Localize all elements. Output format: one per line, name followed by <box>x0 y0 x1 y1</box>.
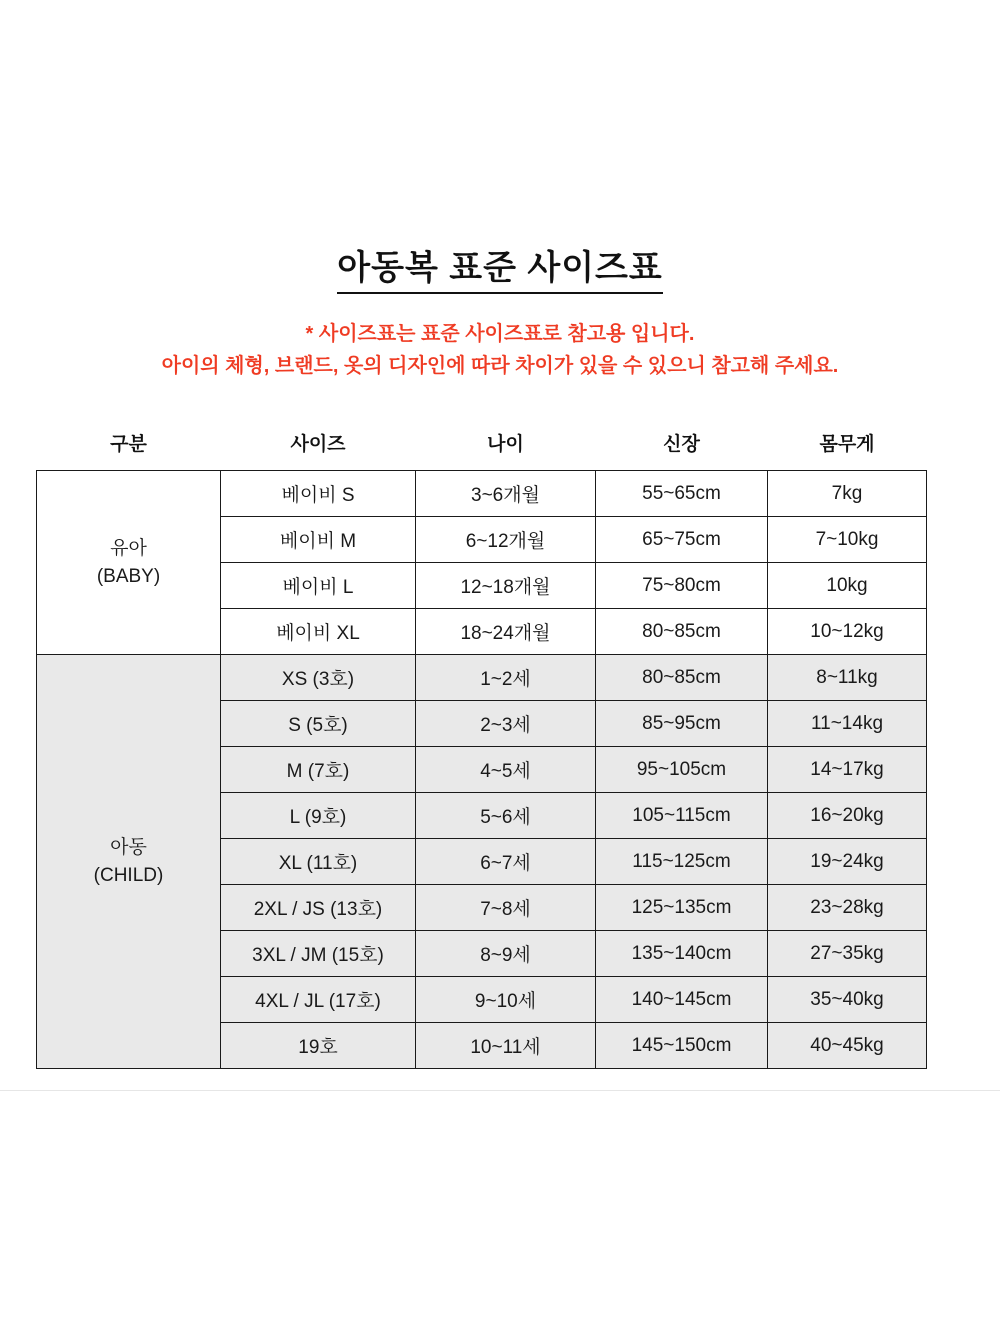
cell-age: 5~6세 <box>416 793 596 839</box>
cell-weight: 10kg <box>768 563 927 609</box>
column-header-weight: 몸무게 <box>819 434 875 455</box>
cell-age: 8~9세 <box>416 931 596 977</box>
cell-height: 80~85cm <box>596 655 768 701</box>
cell-size: 19호 <box>221 1023 416 1069</box>
cell-height: 115~125cm <box>596 839 768 885</box>
cell-age: 6~12개월 <box>416 517 596 563</box>
group-label-line-1: 유아 <box>110 537 147 559</box>
group-child <box>37 655 927 1069</box>
cell-size: 베이비 S <box>221 471 416 517</box>
cell-size: 베이비 M <box>221 517 416 563</box>
cell-age: 3~6개월 <box>416 471 596 517</box>
cell-height: 65~75cm <box>596 517 768 563</box>
group-label-child <box>37 655 221 1069</box>
cell-height: 125~135cm <box>596 885 768 931</box>
cell-size: 3XL / JM (15호) <box>221 931 416 977</box>
cell-size: XS (3호) <box>221 655 416 701</box>
size-table <box>36 424 927 1069</box>
cell-weight: 27~35kg <box>768 931 927 977</box>
column-header-size: 사이즈 <box>290 434 346 455</box>
cell-age: 6~7세 <box>416 839 596 885</box>
column-header-group: 구분 <box>110 434 147 455</box>
cell-height: 75~80cm <box>596 563 768 609</box>
cell-height: 145~150cm <box>596 1023 768 1069</box>
cell-height: 95~105cm <box>596 747 768 793</box>
cell-weight: 16~20kg <box>768 793 927 839</box>
cell-age: 7~8세 <box>416 885 596 931</box>
cell-size: L (9호) <box>221 793 416 839</box>
cell-height: 55~65cm <box>596 471 768 517</box>
notice-line-1: * 사이즈표는 표준 사이즈표로 참고용 입니다. <box>305 323 695 345</box>
bottom-strip <box>0 1090 1000 1333</box>
column-header-height: 신장 <box>663 434 700 455</box>
cell-weight: 8~11kg <box>768 655 927 701</box>
cell-weight: 7kg <box>768 471 927 517</box>
cell-weight: 7~10kg <box>768 517 927 563</box>
cell-size: 베이비 L <box>221 563 416 609</box>
group-label-line-2: (BABY) <box>96 565 161 587</box>
table-header-row <box>37 424 927 471</box>
section-divider <box>0 1090 1000 1091</box>
notice-text <box>0 318 1000 383</box>
cell-weight: 14~17kg <box>768 747 927 793</box>
cell-size: 4XL / JL (17호) <box>221 977 416 1023</box>
cell-weight: 10~12kg <box>768 609 927 655</box>
group-baby <box>37 471 927 655</box>
notice-line-2: 아이의 체형, 브랜드, 옷의 디자인에 따라 차이가 있을 수 있으니 참고해 주세요. <box>161 355 839 378</box>
cell-weight: 35~40kg <box>768 977 927 1023</box>
cell-age: 2~3세 <box>416 701 596 747</box>
cell-height: 85~95cm <box>596 701 768 747</box>
group-label-baby <box>37 471 221 655</box>
cell-size: M (7호) <box>221 747 416 793</box>
cell-weight: 23~28kg <box>768 885 927 931</box>
cell-age: 9~10세 <box>416 977 596 1023</box>
group-label-line-2: (CHILD) <box>93 864 164 886</box>
cell-age: 18~24개월 <box>416 609 596 655</box>
cell-size: 베이비 XL <box>221 609 416 655</box>
page-title: 아동복 표준 사이즈표 <box>337 248 663 294</box>
table-header <box>37 424 927 471</box>
cell-size: XL (11호) <box>221 839 416 885</box>
column-header-age: 나이 <box>487 434 524 455</box>
group-label-line-1: 아동 <box>110 836 147 858</box>
cell-weight: 19~24kg <box>768 839 927 885</box>
cell-height: 105~115cm <box>596 793 768 839</box>
cell-age: 4~5세 <box>416 747 596 793</box>
cell-weight: 40~45kg <box>768 1023 927 1069</box>
cell-height: 140~145cm <box>596 977 768 1023</box>
cell-age: 10~11세 <box>416 1023 596 1069</box>
cell-weight: 11~14kg <box>768 701 927 747</box>
cell-size: S (5호) <box>221 701 416 747</box>
cell-age: 12~18개월 <box>416 563 596 609</box>
table-row <box>37 655 927 701</box>
cell-height: 80~85cm <box>596 609 768 655</box>
cell-size: 2XL / JS (13호) <box>221 885 416 931</box>
cell-height: 135~140cm <box>596 931 768 977</box>
cell-age: 1~2세 <box>416 655 596 701</box>
page-title-wrap <box>0 248 1000 294</box>
table-row <box>37 471 927 517</box>
